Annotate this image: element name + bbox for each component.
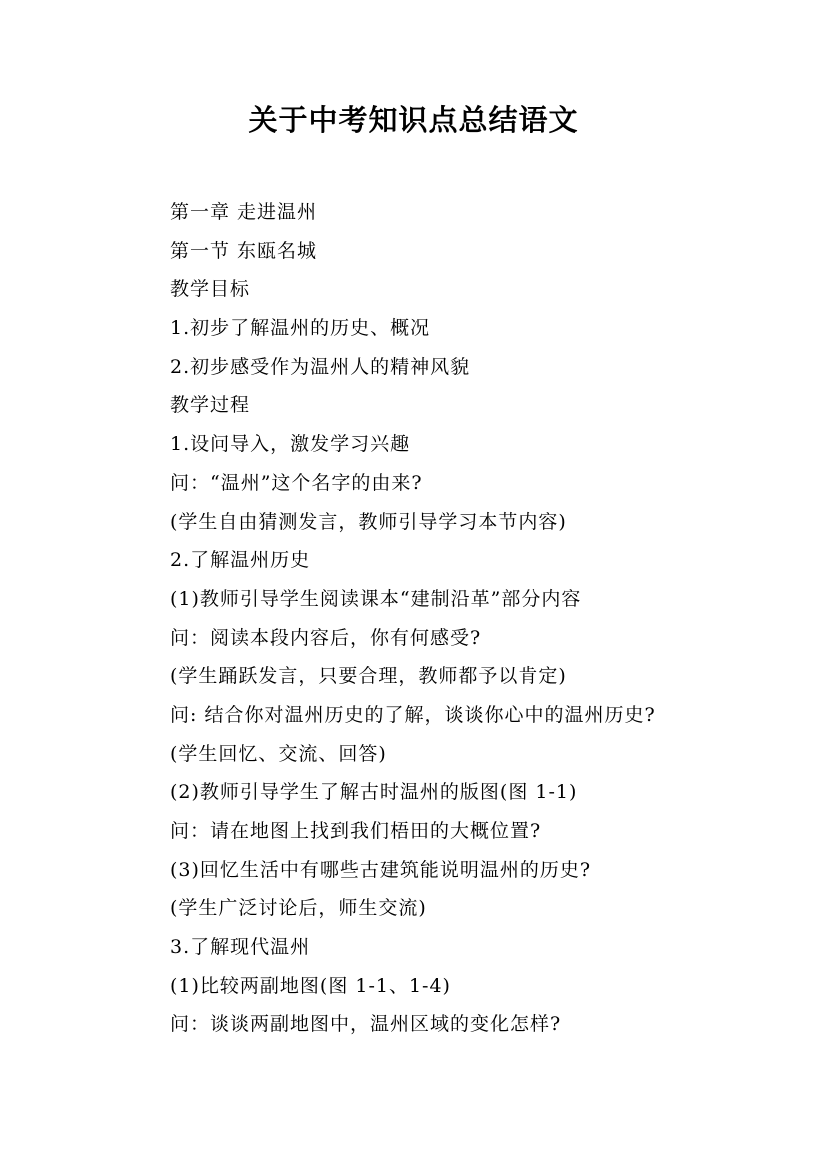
text-line: 3.了解现代温州	[170, 936, 311, 959]
text-line: 问：请在地图上找到我们梧田的大概位置?	[170, 820, 542, 842]
document-title: 关于中考知识点总结语文	[248, 103, 579, 137]
text-line: 第一章 走进温州	[170, 201, 318, 223]
text-line: (1)比较两副地图(图 1-1、1-4)	[170, 974, 451, 997]
text-line: 教学过程	[170, 394, 251, 417]
text-line: (3)回忆生活中有哪些古建筑能说明温州的历史?	[170, 858, 592, 881]
text-line: (1)教师引导学生阅读课本“建制沿革”部分内容	[170, 587, 582, 610]
text-line: (学生回忆、交流、回答)	[170, 742, 387, 765]
text-line: 2.初步感受作为温州人的精神风貌	[170, 355, 471, 378]
text-line: 问：谈谈两副地图中，温州区域的变化怎样?	[170, 1013, 562, 1036]
document-body	[170, 193, 770, 1044]
text-line: (学生自由猜测发言，教师引导学习本节内容)	[170, 510, 567, 533]
text-line: 第一节 东瓯名城	[170, 239, 318, 262]
text-line: 教学目标	[170, 278, 251, 301]
text-line: 问: 结合你对温州历史的了解，谈谈你心中的温州历史?	[170, 703, 656, 726]
text-line: (学生广泛讨论后，师生交流)	[170, 897, 427, 920]
text-line: 2.了解温州历史	[170, 549, 311, 572]
text-line: (学生踊跃发言，只要合理，教师都予以肯定)	[170, 665, 567, 688]
text-line: 问：阅读本段内容后，你有何感受?	[170, 626, 482, 649]
text-line: 1.初步了解温州的历史、概况	[170, 317, 431, 340]
text-line: 1.设问导入，激发学习兴趣	[170, 433, 411, 456]
text-line: 问：“温州”这个名字的由来?	[170, 471, 423, 494]
text-line: (2)教师引导学生了解古时温州的版图(图 1-1)	[170, 781, 578, 804]
